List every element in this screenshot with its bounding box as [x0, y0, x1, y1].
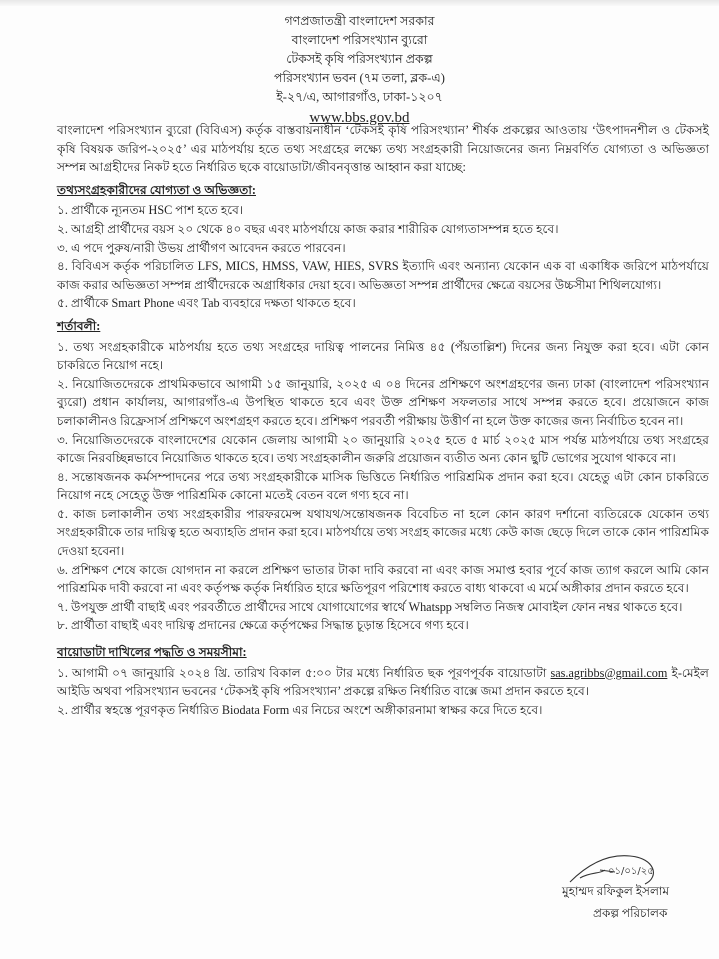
intro-paragraph: বাংলাদেশ পরিসংখ্যান ব্যুরো (বিবিএস) কর্তৃক বাস্তবায়নাধীন ‘টেকসই কৃষি পরিসংখ্যান’ শীর্ষক প্রকল্পের আওতায় ‘উৎপাদনশীল ও টেকসই কৃষি বিষয়ক জরিপ-২০২৫’ এর মাঠপর্যায় হতে তথ্য সংগ্রহের লক্ষ্যে তথ্য সংগ্রহকারী নিয়োজনের জন্য নিম্নবর্ণিত যোগ্যতা ও অভিজ্ঞতা সম্পন্ন আগ্রহীদের নিকট হতে নির্ধারিত ছকে বায়োডাটা/জীবনবৃত্তান্ত আহ্বান করা যাচ্ছে: [57, 123, 709, 175]
condition-item: ৫. কাজ চলাকালীন তথ্য সংগ্রহকারীর পারফরমেন্স যথাযথ/সন্তোষজনক বিবেচিত না হলে কোন কারণ দর্শানো ব্যতিরেকে যেকোন তথ্য সংগ্রহকারীকে তার দায়িত্ব হতে অব্যাহতি প্রদান করা হবে। মাঠপর্যায়ে তথ্য সংগ্রহ কাজের মধ্যে কেউ কাজ ছেড়ে দিলে তাকে কোন পারিশ্রমিক দেওয়া হবেনা। [57, 506, 709, 559]
street-address: ই-২৭/এ, আগারগাঁও, ঢাকা-১২০৭ [276, 90, 443, 104]
submission-item-1 [57, 664, 709, 701]
qualifications-heading: তথ্যসংগ্রহকারীদের যোগ্যতা ও অভিজ্ঞতা: [57, 182, 256, 197]
bureau-name: বাংলাদেশ পরিসংখ্যান ব্যুরো [291, 33, 428, 47]
website-link[interactable]: www.bbs.gov.bd [309, 110, 410, 126]
condition-item: ১. তথ্য সংগ্রহকারীকে মাঠপর্যায় হতে তথ্য সংগ্রহের দায়িত্ব পালনের নিমিত্ত ৪৫ (পঁয়তাল্লিশ) দিনের জন্য নিযুক্ত করা হবে। এটা কোন চাকরিতে নিয়োগ নহে। [57, 339, 709, 373]
condition-item: ৪. সন্তোষজনক কর্মসম্পাদনের পরে তথ্য সংগ্রহকারীকে মাসিক ভিত্তিতে নির্ধারিত পারিশ্রমিক প্রদান করা হবে। যেহেতু এটা কোন চাকরিতে নিয়োগ নহে সেহেতু উক্ত পারিশ্রমিক কোনো মতেই বেতন বলে গণ্য হবে না। [57, 469, 709, 503]
building-address: পরিসংখ্যান ভবন (৭ম তলা, ব্লক-এ) [274, 71, 445, 85]
condition-item: ২. নিয়োজিতদেরকে প্রাথমিকভাবে আগামী ১৫ জানুয়ারি, ২০২৫ এ ০৪ দিনের প্রশিক্ষণে অংশগ্রহণের জন্য ঢাকা (বাংলাদেশ পরিসংখ্যান ব্যুরো) প্রধান কার্যালয়, আগারগাঁও-এ উপস্থিত থাকতে হবে এবং উক্ত প্রশিক্ষণ সফলতার সাথে সম্পন্ন করতে হবে। প্রয়োজনে কাজ চলাকালীনও রিফ্রেসার্স প্রশিক্ষণে অংশগ্রহণ করতে হবে। প্রশিক্ষণ পরবর্তী পরীক্ষায় উত্তীর্ণ না হলে উক্ত কাজের জন্য নির্বাচিত হবেন না। [57, 376, 709, 428]
scan-top-edge [0, 0, 719, 6]
govt-name: গণপ্রজাতন্ত্রী বাংলাদেশ সরকার [284, 14, 435, 28]
qualification-item: ৫. প্রার্থীকে Smart Phone এবং Tab ব্যবহারে দক্ষতা থাকতে হবে। [57, 296, 356, 311]
submission-item-2: ২. প্রার্থীর স্বহস্তে পূরণকৃত নির্ধারিত Biodata Form এর নিচের অংশে অঙ্গীকারনামা স্বাক্ষর করে দিতে হবে। [57, 702, 543, 717]
qualification-item: ১. প্রার্থীকে ন্যূনতম HSC পাশ হতে হবে। [57, 203, 244, 218]
condition-item: ৩. নিয়োজিতদেরকে বাংলাদেশের যেকোন জেলায় আগামী ২০ জানুয়ারি ২০২৫ হতে ৫ মার্চ ২০২৫ মাস পর্যন্ত মাঠপর্যায়ে তথ্য সংগ্রহের কাজে নিরবচ্ছিন্নভাবে নিয়োজিত থাকতে হবে। তথ্য সংগ্রহকালীন জরুরি প্রয়োজন ব্যতীত অন্য কোন ছুটি ভোগের সুযোগ থাকবে না। [57, 432, 709, 466]
signature-date: ০১/০১/২৫ [608, 866, 654, 877]
signatory-name: মুহাম্মদ রফিকুল ইসলাম [562, 884, 670, 898]
conditions-heading: শর্তাবলী: [57, 318, 101, 333]
qualification-item: ৩. এ পদে পুরুষ/নারী উভয় প্রার্থীগণ আবেদন করতে পারবেন। [57, 240, 346, 255]
condition-item: ৮. প্রার্থীতা বাছাই এবং দায়িত্ব প্রদানের ক্ষেত্রে কর্তৃপক্ষের সিদ্ধান্ত চূড়ান্ত হিসেবে গণ্য হবে। [57, 618, 469, 633]
submission-heading: বায়োডাটা দাখিলের পদ্ধতি ও সময়সীমা: [57, 645, 247, 660]
condition-item: ৬. প্রশিক্ষণ শেষে কাজে যোগদান না করলে প্রশিক্ষণ ভাতার টাকা দাবি করবো না এবং কাজ সমাপ্ত হবার পূর্বে কাজ ত্যাগ করলে আমি কোন পারিশ্রমিক দাবী করবো না এবং কর্তৃপক্ষ কর্তৃক নির্ধারিত হারে ক্ষতিপূরণ পরিশোধ করতে বাধ্য থাকবো এ মর্মে অঙ্গীকার প্রদান করতে হবে। [57, 562, 709, 596]
condition-item: ৭. উপযুক্ত প্রার্থী বাছাই এবং পরবর্তীতে প্রার্থীদের সাথে যোগাযোগের স্বার্থে Whatspp সম্বলিত নিজস্ব মোবাইল ফোন নম্বর থাকতে হবে। [57, 599, 683, 614]
submission-text: ১. আগামী ০৭ জানুয়ারি ২০২৪ খ্রি. তারিখ বিকাল ৫:০০ টার মধ্যে নির্ধারিত ছক পূরণপূর্বক বায়োডাটা [57, 665, 547, 680]
letterhead [0, 12, 719, 128]
notice-body [57, 121, 709, 719]
qualification-item: ২. আগ্রহী প্রার্থীদের বয়স ২০ থেকে ৪০ বছর এবং মাঠপর্যায়ে কাজ করার শারীরিক যোগ্যতাসম্পন্ন হতে হবে। [57, 221, 559, 236]
qualification-item: ৪. বিবিএস কর্তৃক পরিচালিত LFS, MICS, HMSS, VAW, HIES, SVRS ইত্যাদি এবং অন্যান্য যেকোন এক বা একাধিক জরিপে মাঠপর্যায়ে কাজ করার অভিজ্ঞতা সম্পন্ন প্রার্থীদেরকে অগ্রাধিকার দেয়া হবে। অভিজ্ঞতা সম্পন্ন প্রার্থীদের ক্ষেত্রে বয়সের উচ্চসীমা শিথিলযোগ্য। [57, 259, 709, 292]
submission-text: ই-মেইল আইডি অথবা পরিসংখ্যান ভবনের ‘টেকসই কৃষি পরিসংখ্যান’ প্রকল্পে রক্ষিত নির্ধারিত বাক্সে জমা প্রদান করতে হবে। [57, 665, 710, 699]
signatory-title: প্রকল্প পরিচালক [593, 906, 668, 920]
project-name: টেকসই কৃষি পরিসংখ্যান প্রকল্প [286, 52, 433, 66]
email-link[interactable]: sas.agribbs@gmail.com [550, 665, 668, 680]
